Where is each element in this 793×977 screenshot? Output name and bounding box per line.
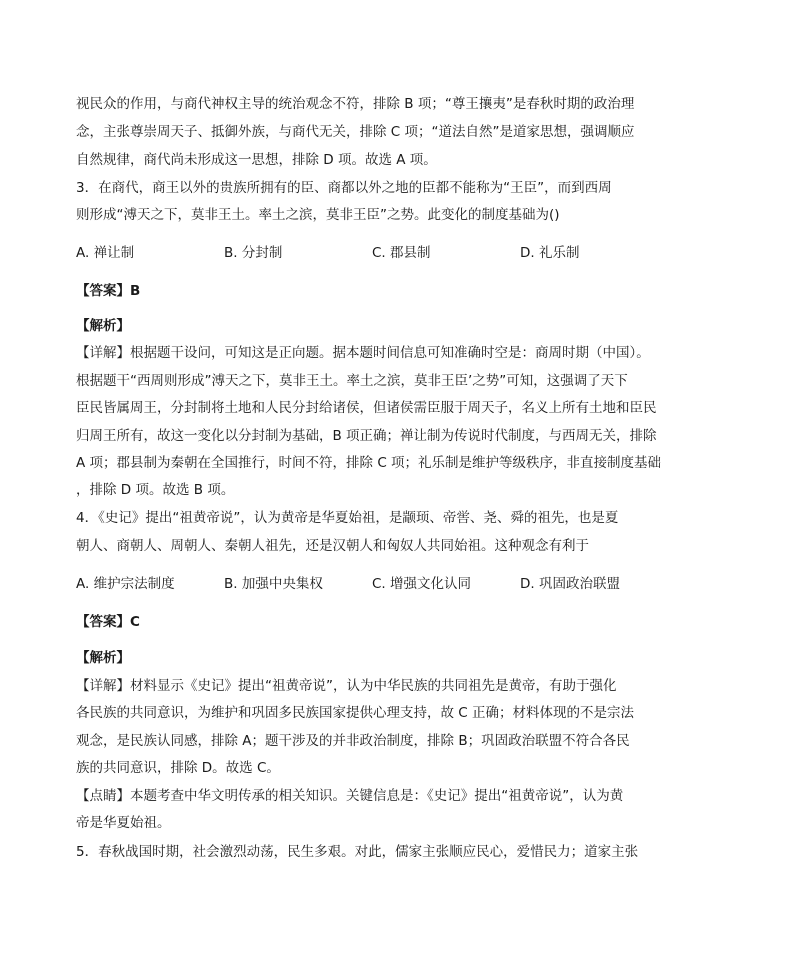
q3-answer: 【答案】B: [76, 283, 141, 299]
q4-detail-line-3: 观念，是民族认同感，排除 A；题干涉及的并非政治制度，排除 B；巩固政治联盟不符合各民: [76, 733, 630, 749]
q2-tail-line-2: 念，主张尊崇周天子、抵御外族，与商代无关，排除 C 项；“道法自然”是道家思想，强调顺应: [76, 124, 635, 140]
q4-stem-line-2: 朝人、商朝人、周朝人、秦朝人祖先，还是汉朝人和匈奴人共同始祖。这种观念有利于: [76, 538, 589, 554]
q3-detail-line-1: 【详解】根据题干设问，可知这是正向题。据本题时间信息可知准确时空是：商周时期（中国）。: [76, 345, 650, 361]
q4-option-d: D. 巩固政治联盟: [520, 576, 620, 592]
q3-option-d: D. 礼乐制: [520, 245, 580, 261]
q4-comment-line-1: 【点睛】本题考查中华文明传承的相关知识。关键信息是：《史记》提出“祖黄帝说”，认为黄: [76, 788, 624, 804]
q4-detail-line-4: 族的共同意识，排除 D。故选 C。: [76, 760, 280, 776]
q4-option-c: C. 增强文化认同: [372, 576, 472, 592]
q3-option-a: A. 禅让制: [76, 245, 135, 261]
q2-tail-line-1: 视民众的作用，与商代神权主导的统治观念不符，排除 B 项；“尊王攘夷”是春秋时期的政治理: [76, 96, 635, 112]
q3-detail-line-2: 根据题干“西周则形成”溥天之下，莫非王土。率土之滨，莫非王臣’之势”可知，这强调了天下: [76, 373, 628, 389]
q3-detail-line-6: ，排除 D 项。故选 B 项。: [76, 482, 235, 498]
q4-option-b: B. 加强中央集权: [224, 576, 323, 592]
q3-detail-line-4: 归周王所有，故这一变化以分封制为基础，B 项正确；禅让制为传说时代制度，与西周无关，排除: [76, 428, 657, 444]
q3-detail-line-3: 臣民皆属周王，分封制将土地和人民分封给诸侯，但诸侯需臣服于周天子，名义上所有土地和臣民: [76, 400, 657, 416]
q3-option-b: B. 分封制: [224, 245, 283, 261]
q4-option-a: A. 维护宗法制度: [76, 576, 175, 592]
q3-stem-line-2: 则形成“溥天之下，莫非王土。率土之滨，莫非王臣”之势。此变化的制度基础为(): [76, 207, 560, 223]
q4-comment-line-2: 帝是华夏始祖。: [76, 815, 171, 831]
q3-stem-line-1: 3．在商代，商王以外的贵族所拥有的臣、商都以外之地的臣都不能称为“王臣”，而到西周: [76, 180, 612, 196]
q3-analysis-label: 【解析】: [76, 318, 130, 334]
q3-option-c: C. 郡县制: [372, 245, 431, 261]
q4-detail-line-1: 【详解】材料显示《史记》提出“祖黄帝说”，认为中华民族的共同祖先是黄帝，有助于强化: [76, 678, 617, 694]
q2-tail-line-3: 自然规律，商代尚未形成这一思想，排除 D 项。故选 A 项。: [76, 152, 437, 168]
q5-stem-line-1: 5．春秋战国时期，社会激烈动荡，民生多艰。对此，儒家主张顺应民心，爱惜民力；道家主张: [76, 844, 639, 860]
q4-stem-line-1: 4．《史记》提出“祖黄帝说”，认为黄帝是华夏始祖，是颛顼、帝喾、尧、舜的祖先，也是夏: [76, 510, 619, 526]
q4-analysis-label: 【解析】: [76, 650, 130, 666]
q4-detail-line-2: 各民族的共同意识，为维护和巩固多民族国家提供心理支持，故 C 正确；材料体现的不是宗法: [76, 705, 635, 721]
q4-answer: 【答案】C: [76, 614, 140, 630]
q3-detail-line-5: A 项；郡县制为秦朝在全国推行，时间不符，排除 C 项；礼乐制是维护等级秩序，非直接制度基础: [76, 455, 662, 471]
